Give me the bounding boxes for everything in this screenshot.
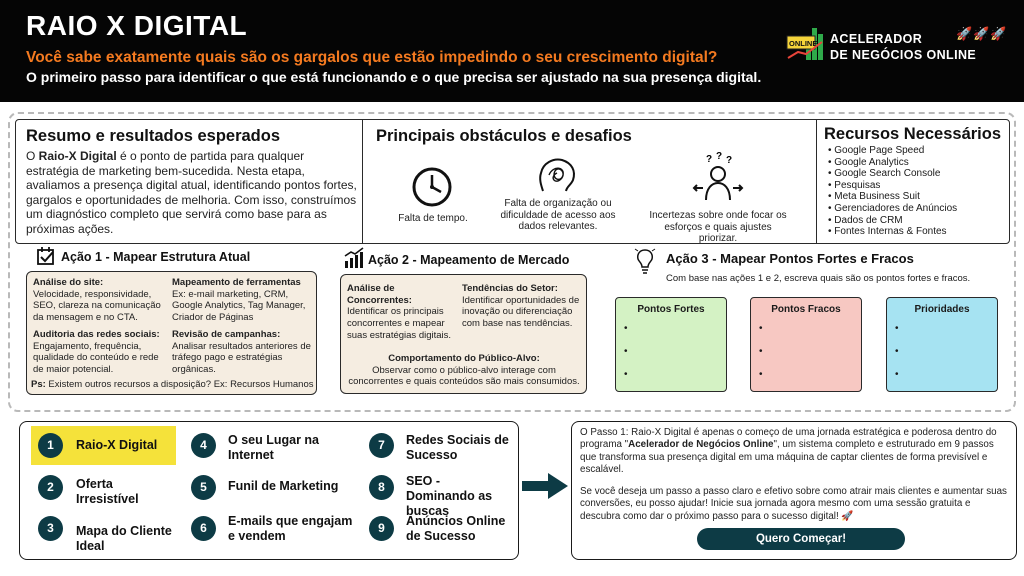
lightbulb-icon bbox=[634, 247, 656, 280]
bullet: • bbox=[759, 323, 763, 334]
bullet: • bbox=[759, 346, 763, 357]
obstacle-caption: Falta de organização ou dificuldade de acesso aos dados relevantes. bbox=[500, 198, 616, 232]
step-label[interactable]: SEO - Dominando as buscas bbox=[406, 474, 493, 518]
brand-line-2: DE NEGÓCIOS ONLINE bbox=[830, 48, 977, 62]
action3-subtitle: Com base nas ações 1 e 2, escreva quais são os pontos fortes e fracos. bbox=[666, 273, 971, 284]
summary-text: O Raio-X Digital é o ponto de partida para qualquer estratégia de marketing bem-sucedida. Nesta etapa, avaliamos a presença digital atual, identificando pontos fortes, gargalos e oportunidades de melhoria. Com isso, construímos um diagnóstico completo que servirá como base para as próximas ações. bbox=[26, 149, 357, 236]
step-number: 8 bbox=[369, 475, 394, 500]
svg-text:?: ? bbox=[716, 152, 723, 162]
column-header: Pontos Fracos bbox=[771, 304, 841, 315]
arrow-right-icon bbox=[522, 473, 568, 499]
resource-item: • Google Analytics bbox=[828, 157, 1008, 169]
brand-logo bbox=[786, 26, 826, 62]
resources-list bbox=[828, 145, 1008, 238]
bullet: • bbox=[624, 369, 628, 380]
resource-item: • Dados de CRM bbox=[828, 215, 1008, 227]
step-label[interactable]: Oferta Irresistível bbox=[76, 477, 139, 506]
step-number: 4 bbox=[191, 433, 216, 458]
action1-ps: Ps: Existem outros recursos a disposição? Ex: Recursos Humanos bbox=[31, 379, 314, 390]
step-label[interactable]: O seu Lugar na Internet bbox=[228, 433, 319, 462]
step-number: 5 bbox=[191, 475, 216, 500]
column-header: Prioridades bbox=[914, 304, 970, 315]
program-name: Acelerador de Negócios Online bbox=[628, 439, 774, 451]
resource-item: • Pesquisas bbox=[828, 180, 1008, 192]
action1-block: Auditoria das redes sociais: Engajamento, frequência, qualidade do conteúdo e rede de maior potencial. bbox=[33, 329, 160, 376]
action2-block: Tendências do Setor: Identificar oportunidades de inovação ou diferenciação com base nas tendências. bbox=[462, 283, 580, 330]
priorities-column[interactable] bbox=[886, 297, 998, 392]
step-number: 3 bbox=[38, 516, 63, 541]
bullet: • bbox=[759, 369, 763, 380]
resource-item: • Meta Business Suit bbox=[828, 191, 1008, 203]
action1-block: Mapeamento de ferramentas Ex: e-mail marketing, CRM, Google Analytics, Tag Manager, Criador de Páginas bbox=[172, 277, 306, 324]
clock-icon bbox=[411, 166, 453, 213]
page-title: RAIO X DIGITAL bbox=[26, 10, 248, 41]
closing-paragraph-1: O Passo 1: Raio-X Digital é apenas o começo de uma jornada estratégica e poderosa dentro do programa "Acelerador de Negócios Online", um sistema completo e estruturado em 9 passos que transforma sua presença digital em uma máquina de captar clientes de forma previsível e escalável. bbox=[580, 427, 997, 476]
resource-item: • Google Search Console bbox=[828, 168, 1008, 180]
header-subtitle: O primeiro passo para identificar o que está funcionando e o que precisa ser ajustado na sua presença digital. bbox=[26, 69, 762, 85]
strengths-column[interactable] bbox=[615, 297, 727, 392]
svg-text:?: ? bbox=[706, 154, 713, 165]
tangled-thoughts-icon bbox=[535, 155, 579, 202]
divider bbox=[362, 119, 363, 244]
bullet: • bbox=[895, 323, 899, 334]
brand-name bbox=[830, 31, 976, 63]
brand-line-1: ACELERADOR bbox=[830, 32, 923, 46]
column-header: Pontos Fortes bbox=[637, 304, 705, 315]
action2-block: Comportamento do Público-Alvo: Observar como o público-alvo interage com concorrentes e quais conteúdos são mais consumidos. bbox=[348, 353, 580, 388]
action1-block: Revisão de campanhas: Analisar resultados anteriores de tráfego pago e estratégias orgânicas. bbox=[172, 329, 311, 376]
step-number: 6 bbox=[191, 516, 216, 541]
step-number: 1 bbox=[38, 433, 63, 458]
summary-bold: Raio-X Digital bbox=[38, 149, 117, 163]
obstacle-caption: Falta de tempo. bbox=[398, 213, 468, 224]
growth-chart-icon bbox=[343, 247, 365, 274]
bullet: • bbox=[895, 369, 899, 380]
bullet: • bbox=[895, 346, 899, 357]
step-number: 7 bbox=[369, 433, 394, 458]
action1-block: Análise do site: Velocidade, responsividade, SEO, clareza na comunicação da mensagem e no CTA. bbox=[33, 277, 161, 324]
action3-title: Ação 3 - Mapear Pontos Fortes e Fracos bbox=[666, 251, 914, 266]
obstacles-heading: Principais obstáculos e desafios bbox=[376, 127, 632, 145]
weaknesses-column[interactable] bbox=[750, 297, 862, 392]
step-number: 2 bbox=[38, 475, 63, 500]
confused-person-icon bbox=[692, 152, 744, 209]
closing-paragraph-2: Se você deseja um passo a passo claro e efetivo sobre como atrair mais clientes e aumentar suas conversões, eu posso ajudar! Inicie sua jornada agora mesmo com uma sessão gratuita e descubra como dar o próximo passo para o sucesso digital! 🚀 bbox=[580, 486, 1007, 522]
step-label[interactable]: Funil de Marketing bbox=[228, 479, 339, 493]
rockets-icon: 🚀🚀🚀 bbox=[956, 26, 1008, 41]
header-banner bbox=[0, 0, 1024, 102]
svg-text:?: ? bbox=[726, 155, 733, 166]
action1-title: Ação 1 - Mapear Estrutura Atual bbox=[61, 250, 251, 264]
resources-heading: Recursos Necessários bbox=[824, 125, 1002, 143]
step-label[interactable]: Redes Sociais de Sucesso bbox=[406, 433, 509, 462]
step-label[interactable]: E-mails que engajam e vendem bbox=[228, 514, 353, 543]
header-question: Você sabe exatamente quais são os gargalos que estão impedindo o seu crescimento digital? bbox=[26, 49, 718, 66]
resource-item: • Google Page Speed bbox=[828, 145, 1008, 157]
action2-title: Ação 2 - Mapeamento de Mercado bbox=[368, 253, 570, 267]
summary-heading: Resumo e resultados esperados bbox=[26, 127, 281, 145]
action2-block: Análise de Concorrentes: Identificar os principais concorrentes e mapear suas estratégias digitais. bbox=[347, 283, 452, 341]
obstacle-caption: Incertezas sobre onde focar os esforços e quais ajustes priorizar. bbox=[649, 210, 787, 244]
logo-text: ONLINE bbox=[789, 39, 818, 48]
calendar-check-icon bbox=[36, 246, 56, 271]
bullet: • bbox=[624, 346, 628, 357]
resource-item: • Gerenciadores de Anúncios bbox=[828, 203, 1008, 215]
resource-item: • Fontes Internas & Fontes bbox=[828, 226, 1008, 238]
get-started-button[interactable]: Quero Começar! bbox=[697, 528, 905, 550]
divider bbox=[816, 119, 817, 244]
step-label[interactable]: Raio-X Digital bbox=[76, 438, 158, 452]
bullet: • bbox=[624, 323, 628, 334]
step-number: 9 bbox=[369, 516, 394, 541]
step-label[interactable]: Mapa do Cliente Ideal bbox=[76, 524, 172, 553]
step-label[interactable]: Anúncios Online de Sucesso bbox=[406, 514, 506, 543]
